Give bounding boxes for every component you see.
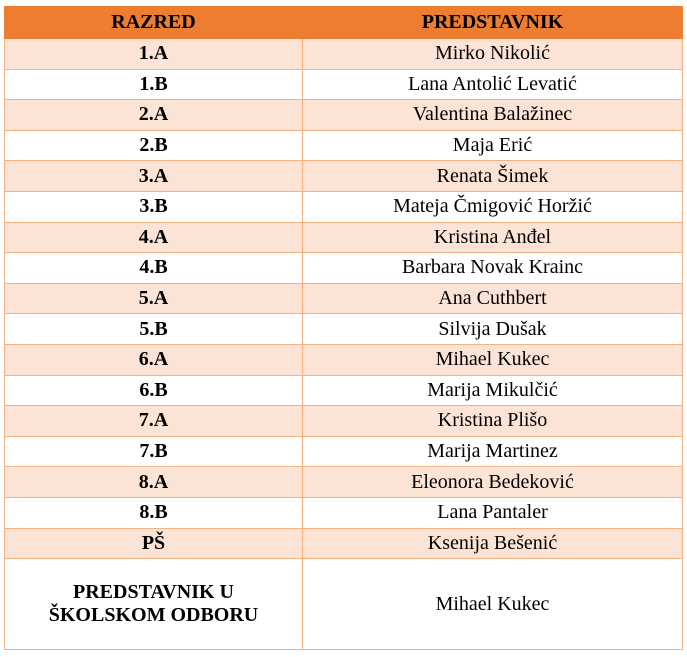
class-cell: 8.B <box>5 497 303 528</box>
representatives-table-container <box>4 6 683 650</box>
class-cell: 2.A <box>5 100 303 131</box>
representative-cell: Marija Mikulčić <box>303 375 683 406</box>
table-body <box>5 39 683 650</box>
representatives-table <box>4 6 683 650</box>
table-header-row <box>5 7 683 39</box>
representative-cell: Kristina Anđel <box>303 222 683 253</box>
board-label-line2: ŠKOLSKOM ODBORU <box>48 604 259 627</box>
board-label-line1: PREDSTAVNIK U <box>73 581 234 604</box>
representative-cell: Mihael Kukec <box>303 344 683 375</box>
representative-cell: Silvija Dušak <box>303 314 683 345</box>
table-row <box>5 100 683 131</box>
class-cell: 6.A <box>5 344 303 375</box>
table-row <box>5 283 683 314</box>
class-cell: 2.B <box>5 130 303 161</box>
class-cell: 3.A <box>5 161 303 192</box>
class-cell: 1.B <box>5 69 303 100</box>
table-row <box>5 375 683 406</box>
class-cell: 7.A <box>5 406 303 437</box>
header-representative: PREDSTAVNIK <box>303 7 683 39</box>
class-cell: PŠ <box>5 528 303 559</box>
class-cell: 8.A <box>5 467 303 498</box>
class-cell: 5.B <box>5 314 303 345</box>
table-row <box>5 253 683 284</box>
table-row <box>5 222 683 253</box>
class-cell: 5.A <box>5 283 303 314</box>
header-class: RAZRED <box>5 7 303 39</box>
representative-cell: Valentina Balažinec <box>303 100 683 131</box>
table-row <box>5 191 683 222</box>
board-representative-name: Mihael Kukec <box>303 559 683 650</box>
class-cell: 7.B <box>5 436 303 467</box>
board-representative-row <box>5 559 683 650</box>
representative-cell: Lana Pantaler <box>303 497 683 528</box>
representative-cell: Kristina Plišo <box>303 406 683 437</box>
table-row <box>5 69 683 100</box>
class-cell: 3.B <box>5 191 303 222</box>
class-cell: 4.B <box>5 253 303 284</box>
representative-cell: Maja Erić <box>303 130 683 161</box>
table-row <box>5 467 683 498</box>
table-row <box>5 161 683 192</box>
representative-cell: Lana Antolić Levatić <box>303 69 683 100</box>
representative-cell: Barbara Novak Krainc <box>303 253 683 284</box>
table-row <box>5 344 683 375</box>
representative-cell: Renata Šimek <box>303 161 683 192</box>
table-row <box>5 406 683 437</box>
table-row <box>5 314 683 345</box>
representative-cell: Mateja Čmigović Horžić <box>303 191 683 222</box>
representative-cell: Marija Martinez <box>303 436 683 467</box>
table-row <box>5 436 683 467</box>
representative-cell: Ksenija Bešenić <box>303 528 683 559</box>
table-row <box>5 497 683 528</box>
class-cell: 6.B <box>5 375 303 406</box>
class-cell: 1.A <box>5 39 303 70</box>
representative-cell: Mirko Nikolić <box>303 39 683 70</box>
table-row <box>5 39 683 70</box>
representative-cell: Eleonora Bedeković <box>303 467 683 498</box>
board-label-cell <box>5 559 303 650</box>
table-row <box>5 528 683 559</box>
table-row <box>5 130 683 161</box>
representative-cell: Ana Cuthbert <box>303 283 683 314</box>
class-cell: 4.A <box>5 222 303 253</box>
